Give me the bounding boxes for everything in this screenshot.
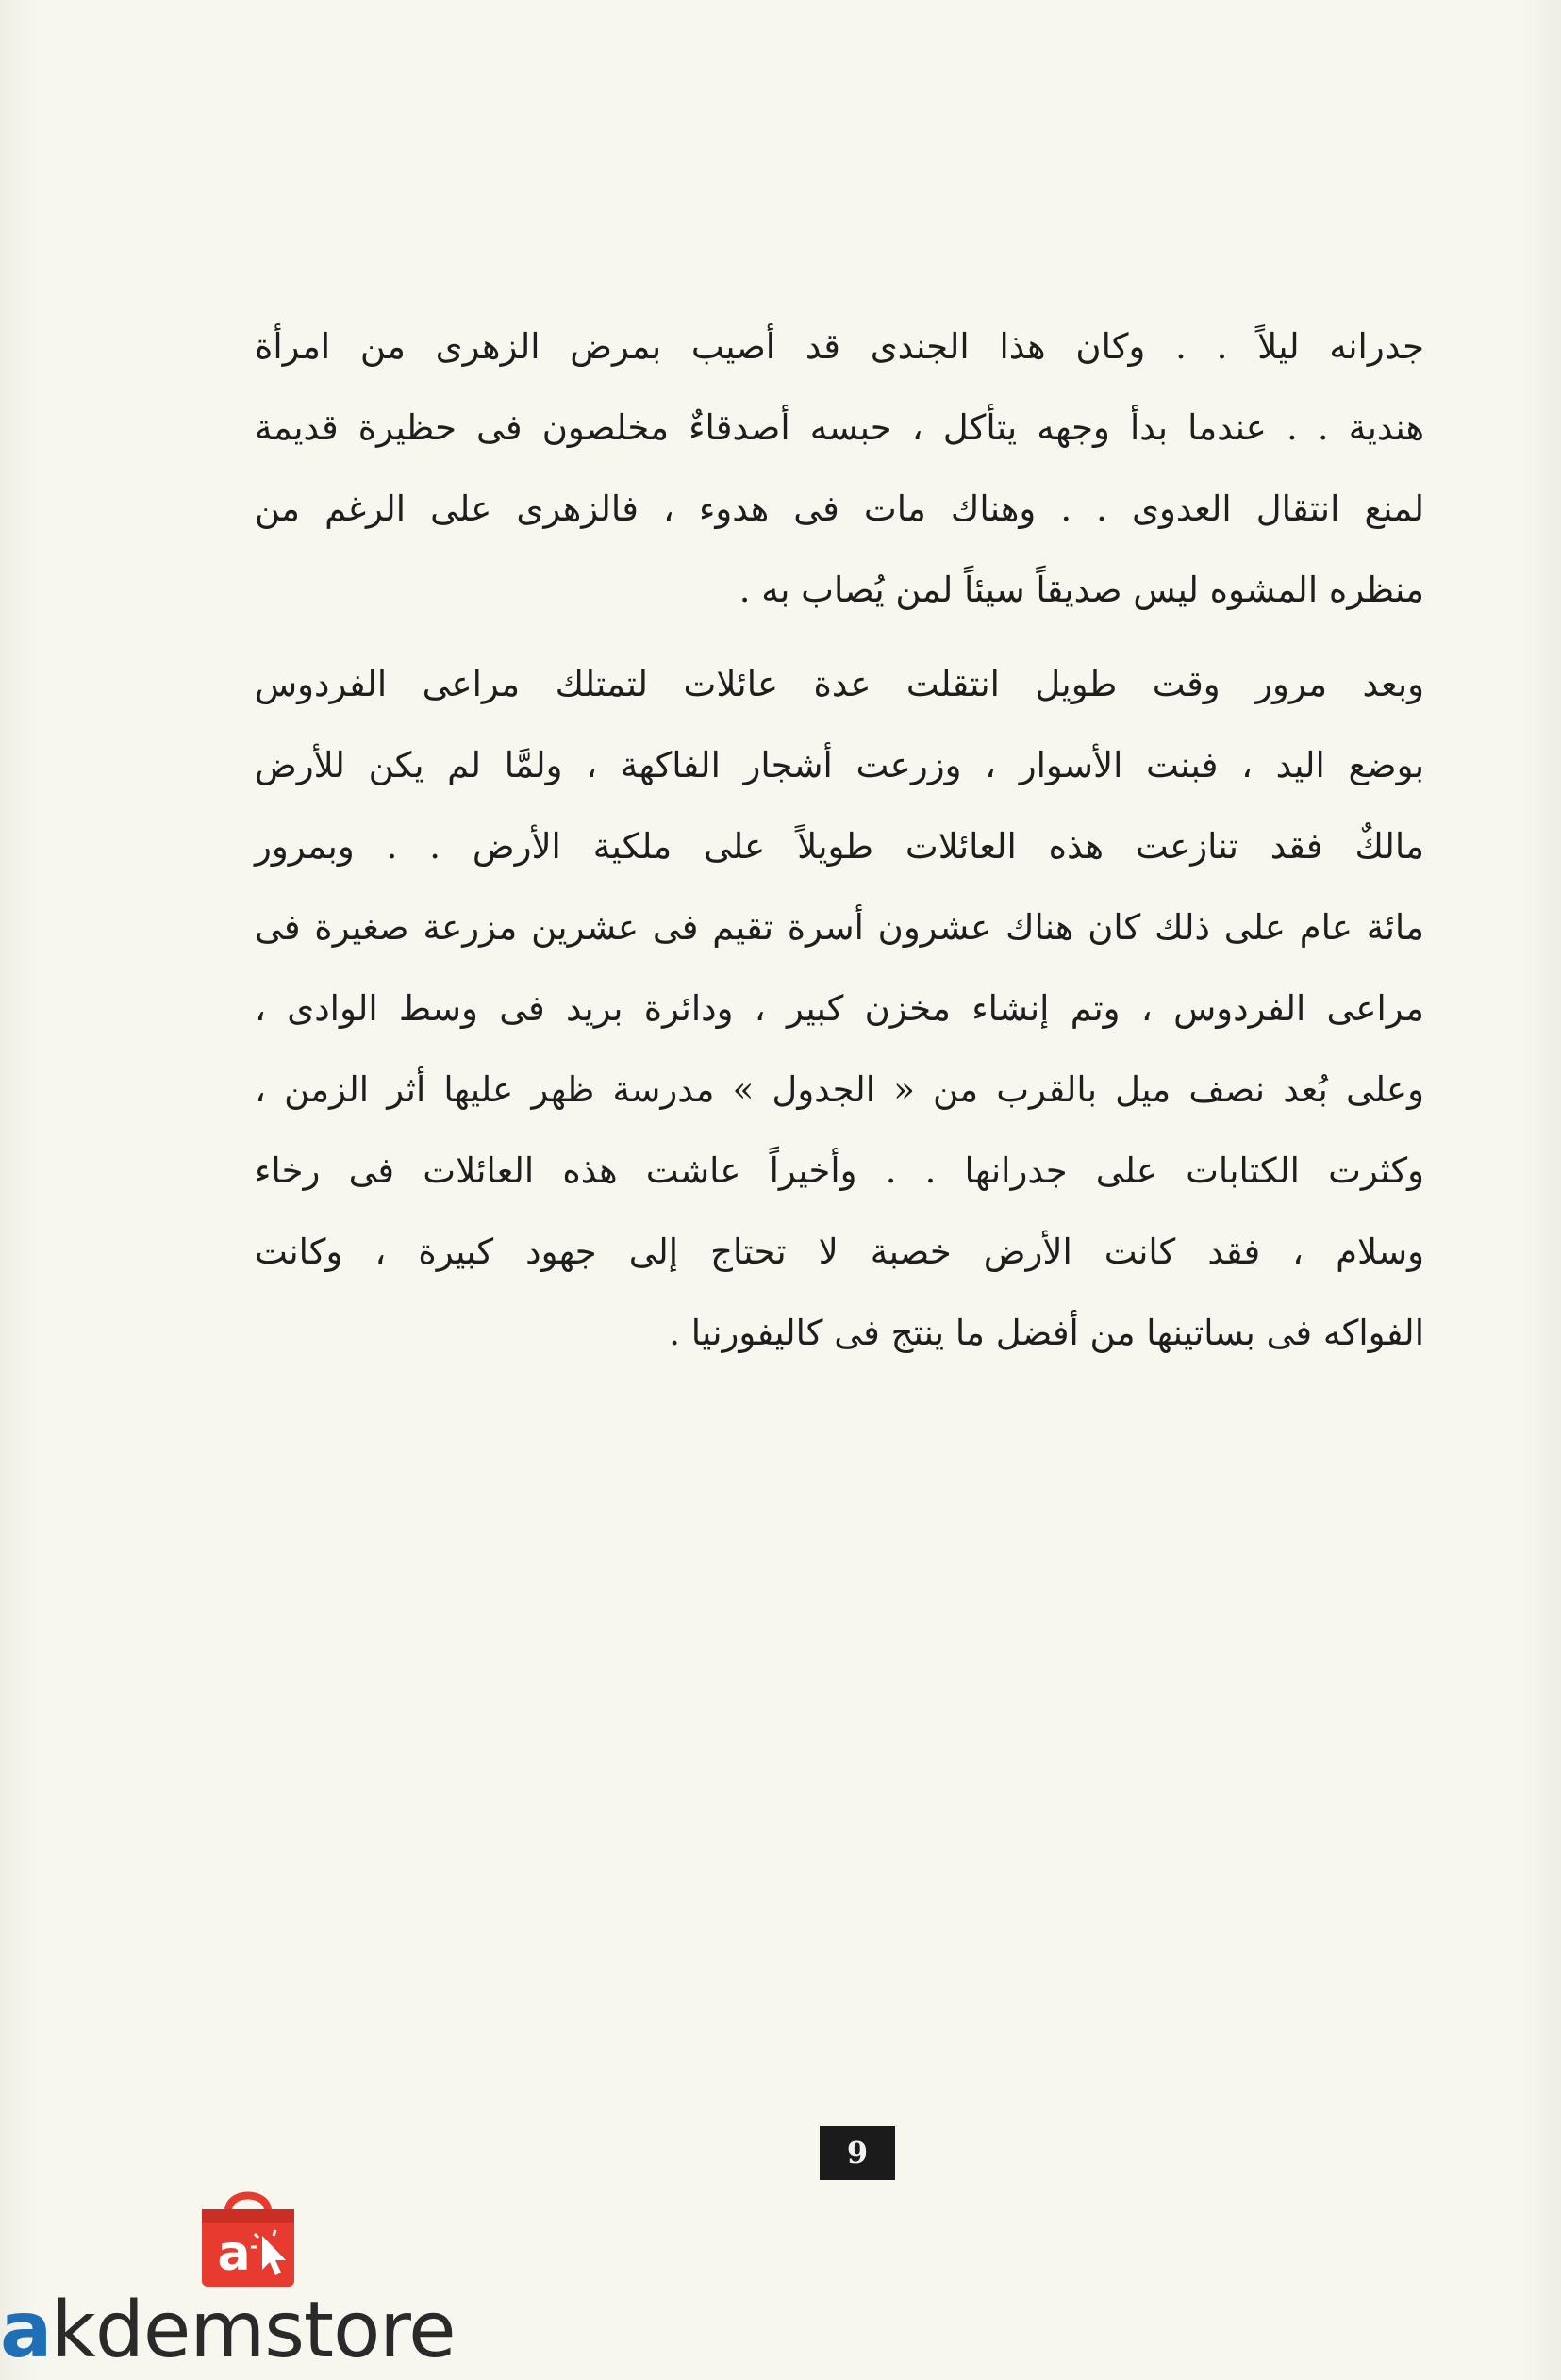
text-line: وكثرت الكتابات على جدرانها . . وأخيراً عاشت هذه العائلات فى رخاء — [255, 1150, 1424, 1191]
shopping-bag-icon — [196, 2183, 300, 2289]
bag-letter: a — [217, 2225, 251, 2282]
store-brand-name — [0, 2284, 456, 2378]
brand-rest: kdemstore — [51, 2286, 456, 2375]
text-line: وعلى بُعد نصف ميل بالقرب من « الجدول » مدرسة ظهر عليها أثر الزمن ، — [255, 1069, 1424, 1110]
text-line: وبعد مرور وقت طويل انتقلت عدة عائلات لتمتلك مراعى الفردوس — [255, 664, 1424, 704]
text-line: لمنع انتقال العدوى . . وهناك مات فى هدوء ، فالزهرى على الرغم من — [255, 488, 1424, 529]
text-line: مائة عام على ذلك كان هناك عشرون أسرة تقيم فى عشرين مزرعة صغيرة فى — [255, 907, 1424, 948]
text-line: بوضع اليد ، فبنت الأسوار ، وزرعت أشجار الفاكهة ، ولمَّا لم يكن للأرض — [255, 745, 1424, 785]
body-text — [255, 306, 1424, 1374]
page-number: 9 — [820, 2126, 895, 2180]
paragraph-1 — [255, 306, 1424, 631]
brand-prefix: a — [0, 2286, 52, 2375]
text-line: هندية . . عندما بدأ وجهه يتأكل ، حبسه أصدقاءٌ مخلصون فى حظيرة قديمة — [255, 407, 1424, 448]
paragraph-2 — [255, 644, 1424, 1374]
text-line: الفواكه فى بساتينها من أفضل ما ينتج فى كاليفورنيا . — [669, 1313, 1424, 1353]
text-line: مالكٌ فقد تنازعت هذه العائلات طويلاً على ملكية الأرض . . وبمرور — [255, 826, 1424, 867]
text-line: وسلام ، فقد كانت الأرض خصبة لا تحتاج إلى جهود كبيرة ، وكانت — [255, 1231, 1424, 1272]
text-line: جدرانه ليلاً . . وكان هذا الجندى قد أصيب بمرض الزهرى من امرأة — [255, 326, 1424, 367]
text-line: منظره المشوه ليس صديقاً سيئاً لمن يُصاب به . — [739, 570, 1424, 610]
store-watermark-logo — [0, 2178, 509, 2380]
text-line: مراعى الفردوس ، وتم إنشاء مخزن كبير ، ودائرة بريد فى وسط الوادى ، — [255, 988, 1424, 1029]
